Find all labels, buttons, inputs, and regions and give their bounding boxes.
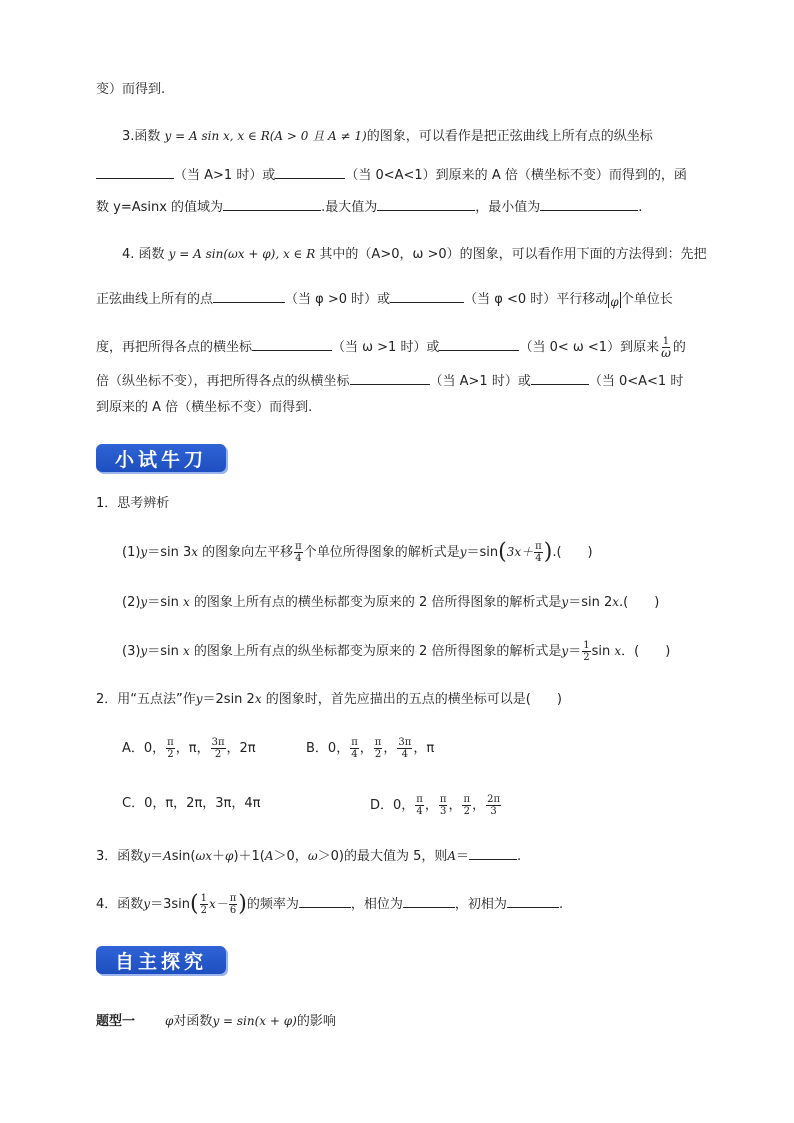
answer-blank[interactable] [377, 196, 475, 211]
answer-blank[interactable] [275, 164, 345, 179]
item3-line3: 数 y=Asinx 的值域为 .最大值为 ，最小值为 . [96, 196, 642, 218]
judgement-bracket[interactable]: .( ) [619, 595, 660, 610]
fraction: $\frac{1}{2}$ [200, 893, 207, 916]
intro-tail: 变）而得到. [96, 82, 166, 97]
answer-blank[interactable] [507, 893, 559, 908]
q1-statement-2: (2)y＝sin x 的图象上所有点的横坐标都变为原来的 2 倍所得图象的解析式是y＝sin 2x.( ) [122, 595, 660, 610]
fraction: $\frac{\pi}{4}$ [351, 737, 358, 760]
item4-line5: 到原来的 A 倍（横坐标不变）而得到. [96, 400, 313, 415]
judgement-bracket[interactable]: ．( ) [621, 644, 671, 659]
q2-option-b[interactable]: B．0， $\frac{\pi}{4}$ ， $\frac{\pi}{2}$ ， $\frac{3\pi}{4}$ ，π [306, 737, 435, 760]
answer-blank[interactable] [540, 196, 638, 211]
item3-line1: 3.函数 y = A sin x, x ∈ R(A > 0 且 A ≠ 1)的图象，可以看作是把正弦曲线上所有点的纵坐标 [122, 129, 653, 144]
section-badge-explore: 自主探究 [96, 946, 226, 974]
item4-line1: 4. 函数 y = A sin(ωx + φ), x ∈ R 其中的（A>0，ω >0）的图象，可以看作用下面的方法得到：先把 [122, 247, 707, 262]
q2-option-c[interactable]: C．0，π，2π，3π，4π [122, 796, 261, 811]
fraction: $\frac{3\pi}{4}$ [398, 737, 412, 760]
fraction: $\frac{\pi}{2}$ [374, 737, 382, 760]
fraction: $\frac{1}{2}$ [583, 640, 590, 663]
q2-option-d[interactable]: D．0， $\frac{\pi}{4}$ ， $\frac{\pi}{3}$ ， $\frac{\pi}{2}$ ， $\frac{2\pi}{3}$ [370, 794, 501, 817]
fraction: $\frac{\pi}{4}$ [295, 541, 302, 564]
answer-blank[interactable] [252, 336, 332, 351]
answer-blank[interactable] [350, 370, 430, 385]
q2-stem: 2．用“五点法”作y＝2sin 2x 的图象时，首先应描出的五点的横坐标可以是( ) [96, 692, 562, 707]
answer-blank[interactable] [213, 288, 285, 303]
answer-blank[interactable] [403, 893, 455, 908]
item3-line2: （当 A>1 时）或 （当 0<A<1）到原来的 A 倍（横坐标不变）而得到的，函 [96, 164, 687, 186]
fraction: $\frac{\pi}{3}$ [439, 794, 447, 817]
fraction: $\frac{\pi}{2}$ [463, 794, 471, 817]
q1-title: 1．思考辨析 [96, 496, 170, 511]
fraction: $\frac{1}{\omega}$ [661, 336, 671, 360]
item4-line2: 正弦曲线上所有的点 （当 φ >0 时）或 （当 φ <0 时）平行移动 φ 个单位长 [96, 288, 673, 310]
item4-line3: 度，再把所得各点的横坐标 （当 ω >1 时）或 （当 0< ω <1）到原来 $\frac{1}{\omega}$ 的 [96, 336, 686, 360]
answer-blank[interactable] [223, 196, 321, 211]
answer-blank[interactable] [439, 336, 519, 351]
q3: 3．函数y＝Asin(ωx＋φ)＋1(A＞0，ω＞0)的最大值为 5，则A＝ . [96, 845, 521, 867]
answer-blank[interactable] [531, 370, 589, 385]
fraction: $\frac{\pi}{2}$ [167, 737, 174, 760]
section-badge-practice: 小试牛刀 [96, 444, 226, 472]
fraction: $\frac{\pi}{4}$ [535, 541, 542, 564]
q2-option-a[interactable]: A．0， $\frac{\pi}{2}$ ，π， $\frac{3\pi}{2}$ ，2π [122, 737, 256, 760]
answer-blank[interactable] [96, 164, 174, 179]
q1-statement-1: (1)y＝sin 3x 的图象向左平移 $\frac{\pi}{4}$ 个单位所得图象的解析式是y＝sin(3x＋ $\frac{\pi}{4}$ ).( ) [122, 539, 593, 565]
fraction: $\frac{2\pi}{3}$ [487, 794, 501, 817]
q4: 4．函数y＝3sin( $\frac{1}{2}$ x－ $\frac{\pi}{6}$ )的频率为 ，相位为 ，初相为 . [96, 891, 564, 917]
item4-line4: 倍（纵坐标不变），再把所得各点的纵横坐标 （当 A>1 时）或 （当 0<A<1 时 [96, 370, 683, 392]
judgement-bracket[interactable]: .( ) [552, 545, 593, 560]
fraction: $\frac{\pi}{4}$ [416, 794, 423, 817]
q1-statement-3: (3)y＝sin x 的图象上所有点的纵坐标都变为原来的 2 倍所得图象的解析式是y＝ $\frac{1}{2}$ sin x．( ) [122, 640, 671, 663]
fraction: $\frac{\pi}{6}$ [229, 893, 237, 916]
answer-blank[interactable] [390, 288, 464, 303]
fraction: $\frac{3\pi}{2}$ [211, 737, 225, 760]
topic-heading: 题型一 φ对函数y = sin(x + φ)的影响 [96, 1014, 336, 1029]
answer-blank[interactable] [299, 893, 351, 908]
answer-blank[interactable] [469, 845, 517, 860]
